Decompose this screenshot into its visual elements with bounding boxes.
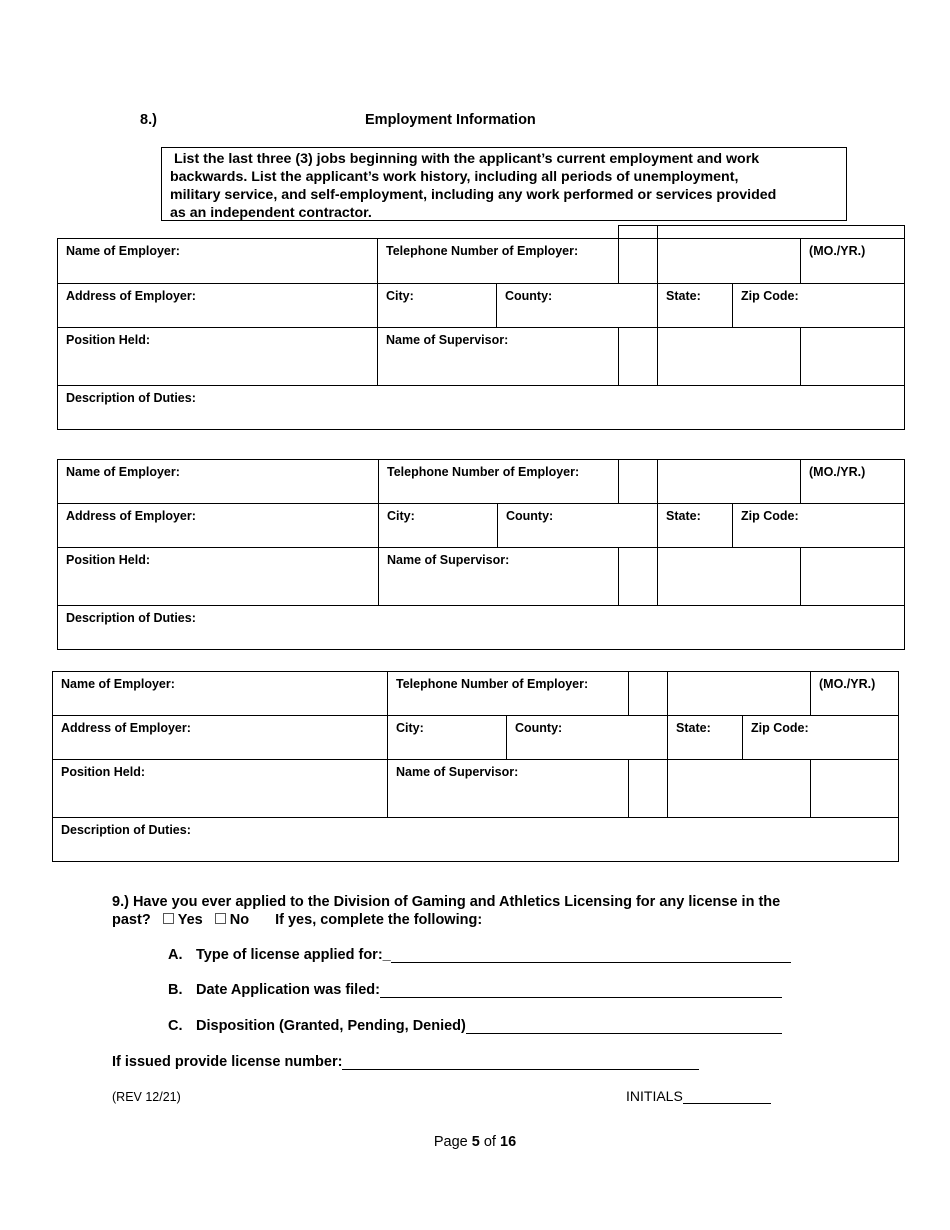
page-prefix: Page — [433, 1134, 472, 1150]
county-field[interactable] — [498, 504, 658, 548]
license-type-input[interactable] — [391, 946, 791, 963]
address-label: Address of Employer: — [61, 721, 191, 735]
no-checkbox[interactable] — [215, 913, 226, 924]
page-number — [0, 1134, 950, 1150]
mo-yr-label: (MO./YR.) — [819, 677, 876, 691]
question-9-line-1: 9.) Have you ever applied to the Division of Gaming and Athletics Licensing for any license in the — [112, 894, 781, 910]
state-label: State: — [666, 289, 701, 303]
position-field[interactable] — [58, 548, 379, 606]
county-label: County: — [505, 289, 553, 303]
license-number-row — [112, 1053, 699, 1070]
mo-yr-label: (MO./YR.) — [809, 465, 866, 479]
telephone-label: Telephone Number of Employer: — [387, 465, 580, 479]
blank-cell[interactable] — [619, 548, 658, 606]
city-field[interactable] — [379, 504, 498, 548]
page-total: 16 — [500, 1134, 517, 1150]
employment-table-3 — [52, 671, 899, 862]
name-of-employer-label: Name of Employer: — [66, 244, 180, 258]
address-label: Address of Employer: — [66, 509, 196, 523]
state-field[interactable] — [658, 504, 733, 548]
zip-field[interactable] — [733, 284, 905, 328]
instruction-line: as an independent contractor. — [170, 205, 372, 221]
question-9 — [112, 893, 842, 929]
mo-yr-label: (MO./YR.) — [809, 244, 866, 258]
date-to-field[interactable] — [801, 460, 905, 504]
duties-field[interactable] — [58, 386, 905, 430]
item-a-text: Type of license applied for:_ — [196, 947, 391, 963]
zip-field[interactable] — [733, 504, 905, 548]
zip-label: Zip Code: — [741, 509, 799, 523]
date-from-field[interactable] — [668, 672, 811, 716]
date-to-field[interactable] — [811, 672, 899, 716]
item-a — [168, 946, 791, 963]
city-field[interactable] — [378, 284, 497, 328]
position-field[interactable] — [58, 328, 378, 386]
name-of-employer-field[interactable] — [58, 460, 379, 504]
blank-cell[interactable] — [619, 328, 658, 386]
item-c-text: Disposition (Granted, Pending, Denied) — [196, 1018, 466, 1034]
instruction-line: List the last three (3) jobs beginning with the applicant’s current employment and work — [170, 151, 760, 167]
position-label: Position Held: — [66, 553, 151, 567]
item-c — [168, 1017, 782, 1034]
instruction-line: military service, and self-employment, including any work performed or services provided — [170, 187, 777, 203]
city-label: City: — [386, 289, 414, 303]
position-label: Position Held: — [66, 333, 151, 347]
yes-label: Yes — [177, 912, 203, 928]
supervisor-label: Name of Supervisor: — [396, 765, 519, 779]
question-9-past: past? — [112, 912, 151, 928]
blank-cell[interactable] — [619, 460, 658, 504]
initials-row — [626, 1088, 771, 1104]
date-from-field[interactable] — [658, 239, 801, 284]
address-field[interactable] — [53, 716, 388, 760]
position-field[interactable] — [53, 760, 388, 818]
disposition-input[interactable] — [466, 1017, 782, 1034]
supervisor-label: Name of Supervisor: — [387, 553, 510, 567]
if-yes-text: If yes, complete the following: — [275, 912, 483, 928]
yes-checkbox[interactable] — [163, 913, 174, 924]
section-title: Employment Information — [365, 112, 536, 128]
instructions-box — [161, 147, 847, 221]
item-b — [168, 981, 782, 998]
city-field[interactable] — [388, 716, 507, 760]
instruction-line: backwards. List the applicant’s work history, including all periods of unemployment, — [170, 169, 739, 185]
state-label: State: — [666, 509, 701, 523]
supervisor-field[interactable] — [378, 328, 619, 386]
county-field[interactable] — [497, 284, 658, 328]
duties-label: Description of Duties: — [61, 823, 191, 837]
name-of-employer-label: Name of Employer: — [61, 677, 175, 691]
item-c-letter: C. — [168, 1018, 183, 1034]
state-label: State: — [676, 721, 711, 735]
telephone-field[interactable] — [378, 239, 619, 284]
telephone-label: Telephone Number of Employer: — [386, 244, 579, 258]
county-label: County: — [506, 509, 554, 523]
question-9-line-2 — [112, 911, 842, 929]
address-label: Address of Employer: — [66, 289, 196, 303]
blank-cell[interactable] — [658, 328, 801, 386]
zip-field[interactable] — [743, 716, 899, 760]
license-number-input[interactable] — [342, 1053, 699, 1070]
name-of-employer-field[interactable] — [58, 239, 378, 284]
duties-label: Description of Duties: — [66, 611, 196, 625]
date-filed-input[interactable] — [380, 981, 782, 998]
telephone-field[interactable] — [379, 460, 619, 504]
blank-cell[interactable] — [801, 328, 905, 386]
blank-cell[interactable] — [668, 760, 811, 818]
blank-cell[interactable] — [801, 548, 905, 606]
blank-cell[interactable] — [629, 760, 668, 818]
supervisor-label: Name of Supervisor: — [386, 333, 509, 347]
item-b-text: Date Application was filed: — [196, 982, 380, 998]
address-field[interactable] — [58, 284, 378, 328]
telephone-field[interactable] — [388, 672, 629, 716]
date-to-field[interactable] — [801, 239, 905, 284]
state-field[interactable] — [668, 716, 743, 760]
name-of-employer-label: Name of Employer: — [66, 465, 180, 479]
zip-label: Zip Code: — [751, 721, 809, 735]
zip-label: Zip Code: — [741, 289, 799, 303]
duties-field[interactable] — [53, 818, 899, 862]
section-number: 8.) — [140, 112, 157, 128]
name-of-employer-field[interactable] — [53, 672, 388, 716]
page-current: 5 — [471, 1134, 480, 1150]
state-field[interactable] — [658, 284, 733, 328]
duties-label: Description of Duties: — [66, 391, 196, 405]
supervisor-field[interactable] — [388, 760, 629, 818]
blank-cell[interactable] — [658, 548, 801, 606]
employment-table-2 — [57, 459, 905, 650]
employment-table-1 — [57, 225, 905, 430]
item-b-letter: B. — [168, 982, 183, 998]
date-from-field[interactable] — [658, 460, 801, 504]
initials-label: INITIALS — [626, 1088, 683, 1104]
county-label: County: — [515, 721, 563, 735]
no-label: No — [229, 912, 250, 928]
blank-cell[interactable] — [629, 672, 668, 716]
license-number-label: If issued provide license number: — [112, 1054, 343, 1070]
item-a-letter: A. — [168, 947, 183, 963]
county-field[interactable] — [507, 716, 668, 760]
supervisor-field[interactable] — [379, 548, 619, 606]
blank-cell[interactable] — [811, 760, 899, 818]
city-label: City: — [387, 509, 415, 523]
telephone-label: Telephone Number of Employer: — [396, 677, 589, 691]
city-label: City: — [396, 721, 424, 735]
blank-cell[interactable] — [619, 239, 658, 284]
position-label: Position Held: — [61, 765, 146, 779]
initials-input[interactable] — [683, 1089, 771, 1104]
address-field[interactable] — [58, 504, 379, 548]
duties-field[interactable] — [58, 606, 905, 650]
revision-label: (REV 12/21) — [112, 1090, 181, 1104]
page-of: of — [479, 1134, 500, 1150]
